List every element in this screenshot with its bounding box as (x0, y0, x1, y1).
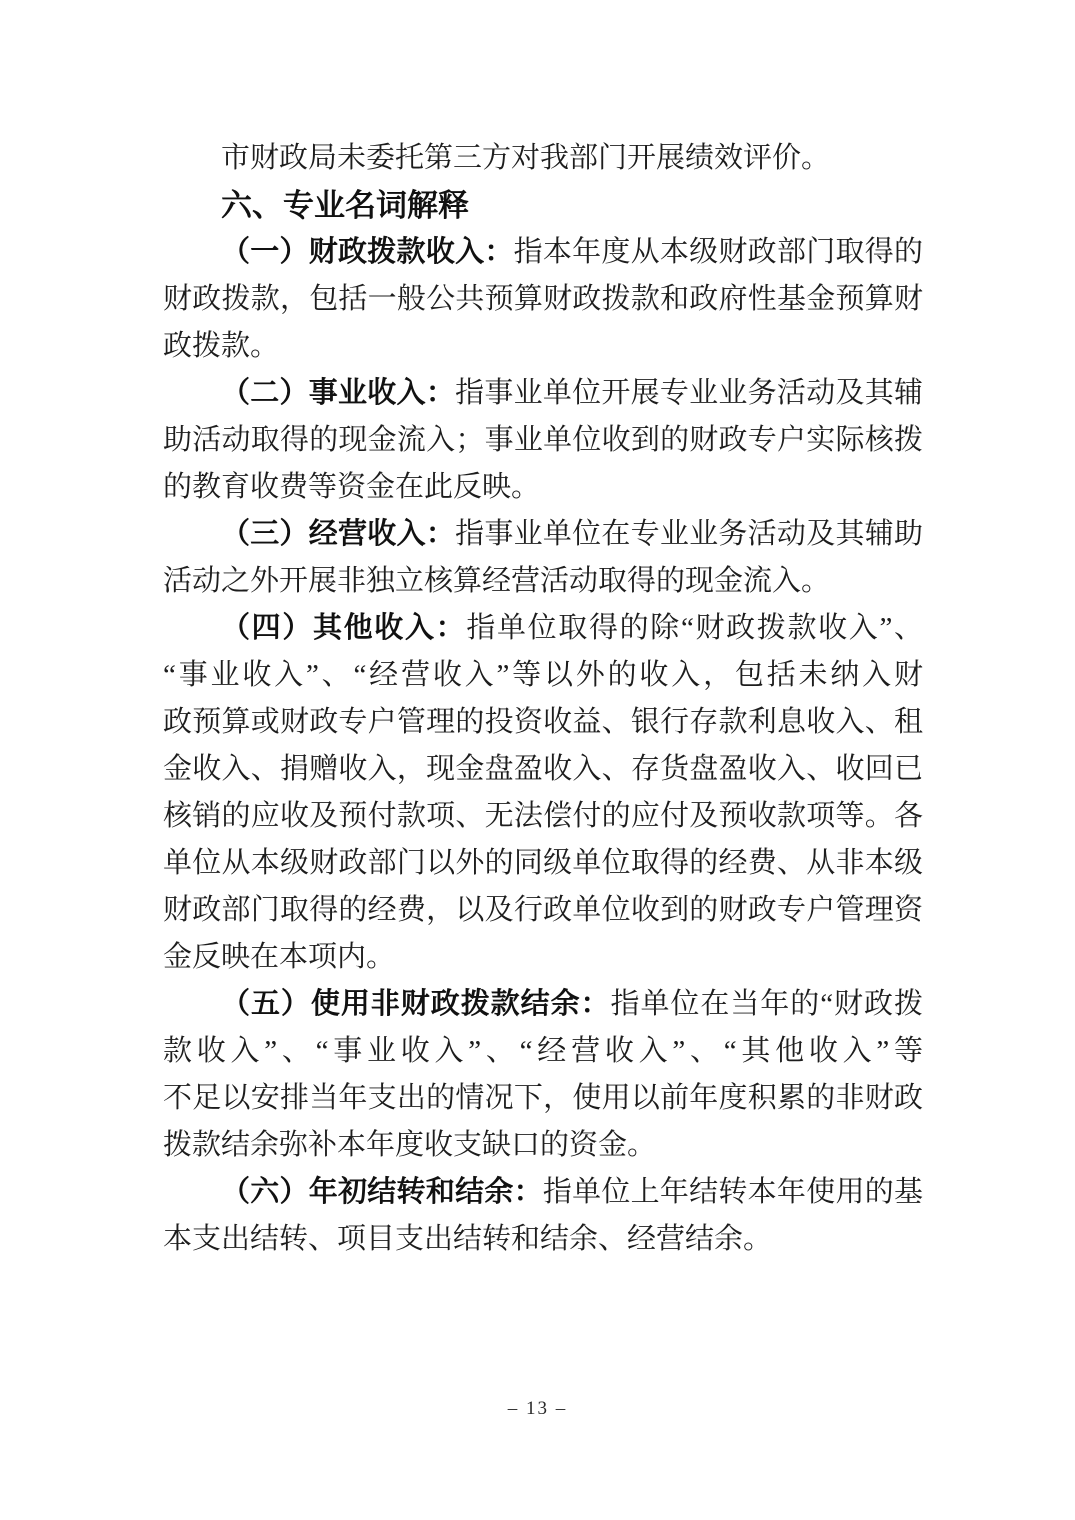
text-line (163, 276, 923, 323)
body-text: 核销的应收及预付款项、无法偿付的应付及预收款项等。各 (163, 800, 923, 832)
body-text: 活动之外开展非独立核算经营活动取得的现金流入。 (163, 565, 831, 597)
body-text: 指事业单位开展专业业务活动及其辅 (455, 377, 923, 409)
text-line (163, 323, 923, 370)
body-text: 不足以安排当年支出的情况下，使用以前年度积累的非财政 (163, 1082, 923, 1114)
body-text: 金反映在本项内。 (163, 941, 396, 973)
term-label: （三）经营收入： (221, 518, 456, 550)
term-label: （四）其他收入： (221, 612, 467, 644)
body-text: 政预算或财政专户管理的投资收益、银行存款利息收入、租 (163, 706, 923, 738)
body-text: 财政部门取得的经费，以及行政单位收到的财政专户管理资 (163, 894, 923, 926)
body-text: 市财政局未委托第三方对我部门开展绩效评价。 (221, 142, 831, 174)
text-line (163, 558, 923, 605)
text-line (163, 652, 923, 699)
body-text: 指单位在当年的“财政拨 (610, 988, 923, 1020)
body-text: 政拨款。 (163, 330, 280, 362)
body-text: 指本年度从本级财政部门取得的 (513, 236, 923, 268)
body-text: 本支出结转、项目支出结转和结余、经营结余。 (163, 1223, 773, 1255)
body-text: “事业收入”、“经营收入”等以外的收入，包括未纳入财 (163, 659, 923, 691)
text-line (163, 229, 923, 276)
text-line (163, 135, 923, 182)
text-line (163, 746, 923, 793)
text-line (163, 464, 923, 511)
term-label: （五）使用非财政拨款结余： (221, 988, 611, 1020)
text-line (163, 1075, 923, 1122)
text-line (163, 1216, 923, 1263)
text-line (163, 1169, 923, 1216)
text-line (163, 370, 923, 417)
text-line (163, 793, 923, 840)
text-line (163, 1028, 923, 1075)
body-text: 财政拨款，包括一般公共预算财政拨款和政府性基金预算财 (163, 283, 923, 315)
term-label: （六）年初结转和结余： (221, 1176, 543, 1208)
text-line (163, 1122, 923, 1169)
body-text: 金收入、捐赠收入，现金盘盈收入、存货盘盈收入、收回已 (163, 753, 923, 785)
body-text: 指单位取得的除“财政拨款收入”、 (466, 612, 923, 644)
term-label: （一）财政拨款收入： (221, 236, 514, 268)
page-number: – 13 – (507, 1398, 568, 1419)
term-label: （二）事业收入： (221, 377, 456, 409)
body-text: 指单位上年结转本年使用的基 (542, 1176, 923, 1208)
text-line (163, 981, 923, 1028)
text-line (163, 605, 923, 652)
text-line (163, 417, 923, 464)
text-line (163, 887, 923, 934)
section-heading (163, 182, 923, 229)
text-line (163, 934, 923, 981)
term-label: 六、专业名词解释 (221, 188, 469, 223)
text-line (163, 840, 923, 887)
text-line (163, 699, 923, 746)
body-text: 的教育收费等资金在此反映。 (163, 471, 541, 503)
body-text: 指事业单位在专业业务活动及其辅助 (455, 518, 923, 550)
body-text: 助活动取得的现金流入；事业单位收到的财政专户实际核拨 (163, 424, 923, 456)
body-text: 款收入”、“事业收入”、“经营收入”、“其他收入”等 (163, 1035, 923, 1067)
document-body (163, 135, 923, 1263)
text-line (163, 511, 923, 558)
body-text: 拨款结余弥补本年度收支缺口的资金。 (163, 1129, 657, 1161)
body-text: 单位从本级财政部门以外的同级单位取得的经费、从非本级 (163, 847, 923, 879)
